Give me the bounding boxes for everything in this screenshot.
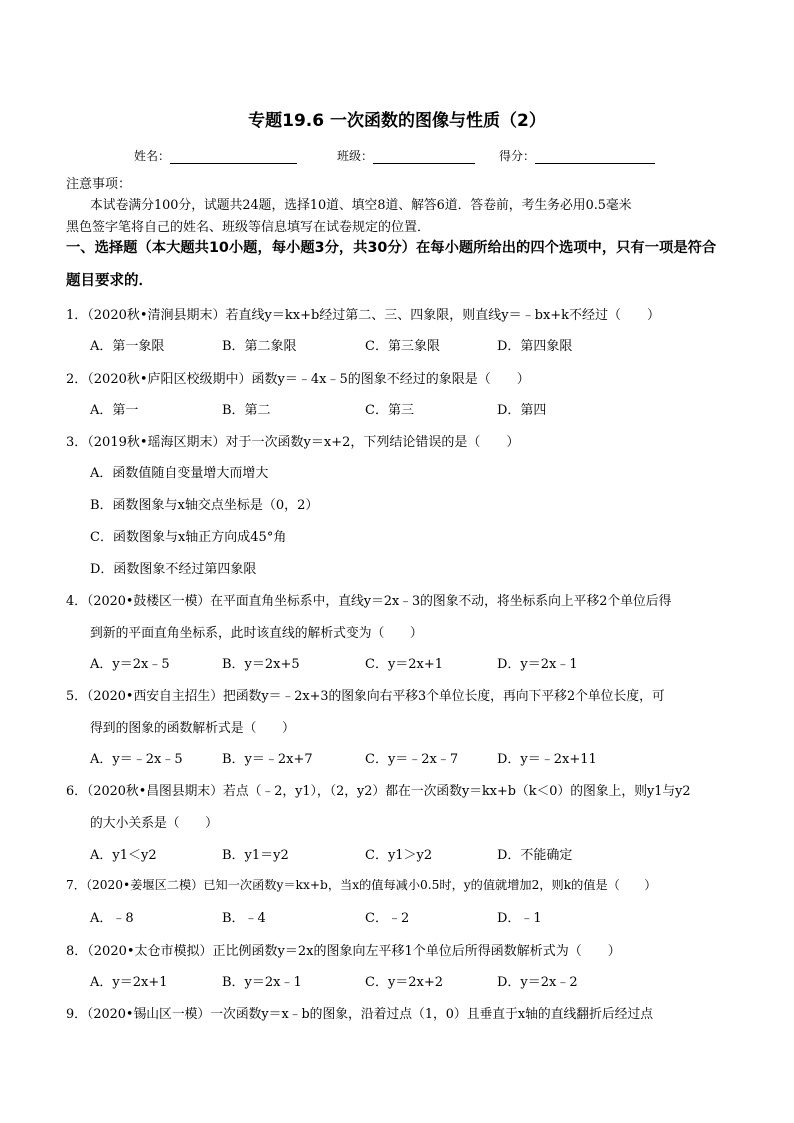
question-4-option-b[interactable]: B．y＝2x+5 bbox=[222, 657, 300, 672]
question-2-stem: 2．（2020秋•庐阳区校级期中）函数y＝﹣4x﹣5的图象不经过的象限是（ ） bbox=[66, 372, 530, 387]
question-7-stem: 7．（2020•姜堰区二模）已知一次函数y＝kx+b，当x的值每减小0.5时，y的值就增加2，则k的值是（ ） bbox=[66, 878, 657, 892]
question-1-stem: 1．（2020秋•清涧县期末）若直线y＝kx+b经过第二、三、四象限，则直线y＝﹣bx+k不经过（ ） bbox=[66, 308, 661, 323]
question-1-option-d[interactable]: D．第四象限 bbox=[497, 339, 573, 354]
score-blank[interactable] bbox=[535, 150, 655, 164]
question-3-option-a[interactable]: A．函数值随自变量增大而增大 bbox=[90, 466, 269, 481]
question-9-stem: 9．（2020•锡山区一模）一次函数y＝x﹣b的图象，沿着过点（1，0）且垂直于x轴的直线翻折后经过点 bbox=[66, 1007, 654, 1022]
question-2-option-d[interactable]: D．第四 bbox=[497, 403, 547, 418]
question-4-stem: 4．（2020•鼓楼区一模）在平面直角坐标系中，直线y＝2x﹣3的图象不动，将坐标系向上平移2个单位后得 bbox=[66, 594, 672, 609]
question-4-option-d[interactable]: D．y＝2x﹣1 bbox=[497, 657, 578, 672]
question-3-option-d[interactable]: D．函数图象不经过第四象限 bbox=[90, 562, 257, 577]
question-5-option-d[interactable]: D．y＝﹣2x+11 bbox=[497, 752, 597, 767]
question-5-stem-cont: 得到的图象的函数解析式是（ ） bbox=[90, 721, 295, 736]
section-heading-line-2: 题目要求的． bbox=[66, 273, 153, 289]
name-field bbox=[134, 147, 297, 164]
question-7-option-d[interactable]: D．﹣1 bbox=[497, 911, 542, 926]
question-3-stem: 3．（2019秋•瑶海区期末）对于一次函数y＝x+2，下列结论错误的是（ ） bbox=[66, 435, 520, 450]
section-heading-line-1: 一、选择题（本大题共10小题，每小题3分，共30分）在每小题所给出的四个选项中，只有一项是符合 bbox=[66, 240, 717, 256]
score-label: 得分： bbox=[499, 149, 536, 163]
name-label: 姓名： bbox=[134, 149, 171, 163]
question-7-option-a[interactable]: A．﹣8 bbox=[90, 911, 134, 926]
question-8-stem: 8．（2020•太仓市模拟）正比例函数y＝2x的图象向左平移1个单位后所得函数解析式为（ ） bbox=[66, 944, 621, 959]
question-7-option-b[interactable]: B．﹣4 bbox=[222, 911, 266, 926]
notice-heading: 注意事项： bbox=[66, 177, 132, 192]
question-5-option-a[interactable]: A．y＝﹣2x﹣5 bbox=[90, 752, 183, 767]
notice-line-2: 黑色签字笔将自己的姓名、班级等信息填写在试卷规定的位置． bbox=[66, 220, 431, 235]
question-6-option-c[interactable]: C．y1＞y2 bbox=[365, 848, 433, 863]
question-4-option-c[interactable]: C．y＝2x+1 bbox=[365, 657, 444, 672]
question-5-option-c[interactable]: C．y＝﹣2x﹣7 bbox=[365, 752, 459, 767]
notice-line-1: 本试卷满分100分，试题共24题，选择10道、填空8道、解答6道．答卷前，考生务必用0.5毫米 bbox=[90, 198, 632, 213]
question-1-option-a[interactable]: A．第一象限 bbox=[90, 339, 165, 354]
question-5-stem: 5．（2020•西安自主招生）把函数y＝﹣2x+3的图象向右平移3个单位长度，再向下平移2个单位长度，可 bbox=[66, 689, 665, 704]
question-4-option-a[interactable]: A．y＝2x﹣5 bbox=[90, 657, 170, 672]
question-2-option-b[interactable]: B．第二 bbox=[222, 403, 271, 418]
question-6-stem: 6．（2020秋•昌图县期末）若点（﹣2，y1），（2，y2）都在一次函数y＝kx+b（k＜0）的图象上，则y1与y2 bbox=[66, 784, 691, 799]
question-6-option-d[interactable]: D．不能确定 bbox=[497, 848, 573, 863]
name-blank[interactable] bbox=[170, 150, 297, 164]
question-8-option-d[interactable]: D．y＝2x﹣2 bbox=[497, 975, 578, 990]
class-field bbox=[337, 147, 475, 164]
question-1-option-b[interactable]: B．第二象限 bbox=[222, 339, 297, 354]
question-6-option-a[interactable]: A．y1＜y2 bbox=[90, 848, 157, 863]
question-2-option-c[interactable]: C．第三 bbox=[365, 403, 414, 418]
class-label: 班级： bbox=[337, 149, 374, 163]
question-6-option-b[interactable]: B．y1＝y2 bbox=[222, 848, 289, 863]
question-5-option-b[interactable]: B．y＝﹣2x+7 bbox=[222, 752, 313, 767]
question-8-option-a[interactable]: A．y＝2x+1 bbox=[90, 975, 168, 990]
question-7-option-c[interactable]: C．﹣2 bbox=[365, 911, 410, 926]
question-3-option-c[interactable]: C．函数图象与x轴正方向成45°角 bbox=[90, 530, 287, 545]
question-8-option-c[interactable]: C．y＝2x+2 bbox=[365, 975, 444, 990]
question-6-stem-cont: 的大小关系是（ ） bbox=[90, 816, 218, 831]
question-2-option-a[interactable]: A．第一 bbox=[90, 403, 139, 418]
class-blank[interactable] bbox=[373, 150, 475, 164]
question-8-option-b[interactable]: B．y＝2x﹣1 bbox=[222, 975, 302, 990]
page-title: 专题19.6 一次函数的图像与性质（2） bbox=[248, 111, 546, 131]
question-3-option-b[interactable]: B．函数图象与x轴交点坐标是（0，2） bbox=[90, 498, 319, 513]
question-1-option-c[interactable]: C．第三象限 bbox=[365, 339, 440, 354]
question-4-stem-cont: 到新的平面直角坐标系，此时该直线的解析式变为（ ） bbox=[90, 626, 423, 641]
score-field bbox=[499, 147, 655, 164]
